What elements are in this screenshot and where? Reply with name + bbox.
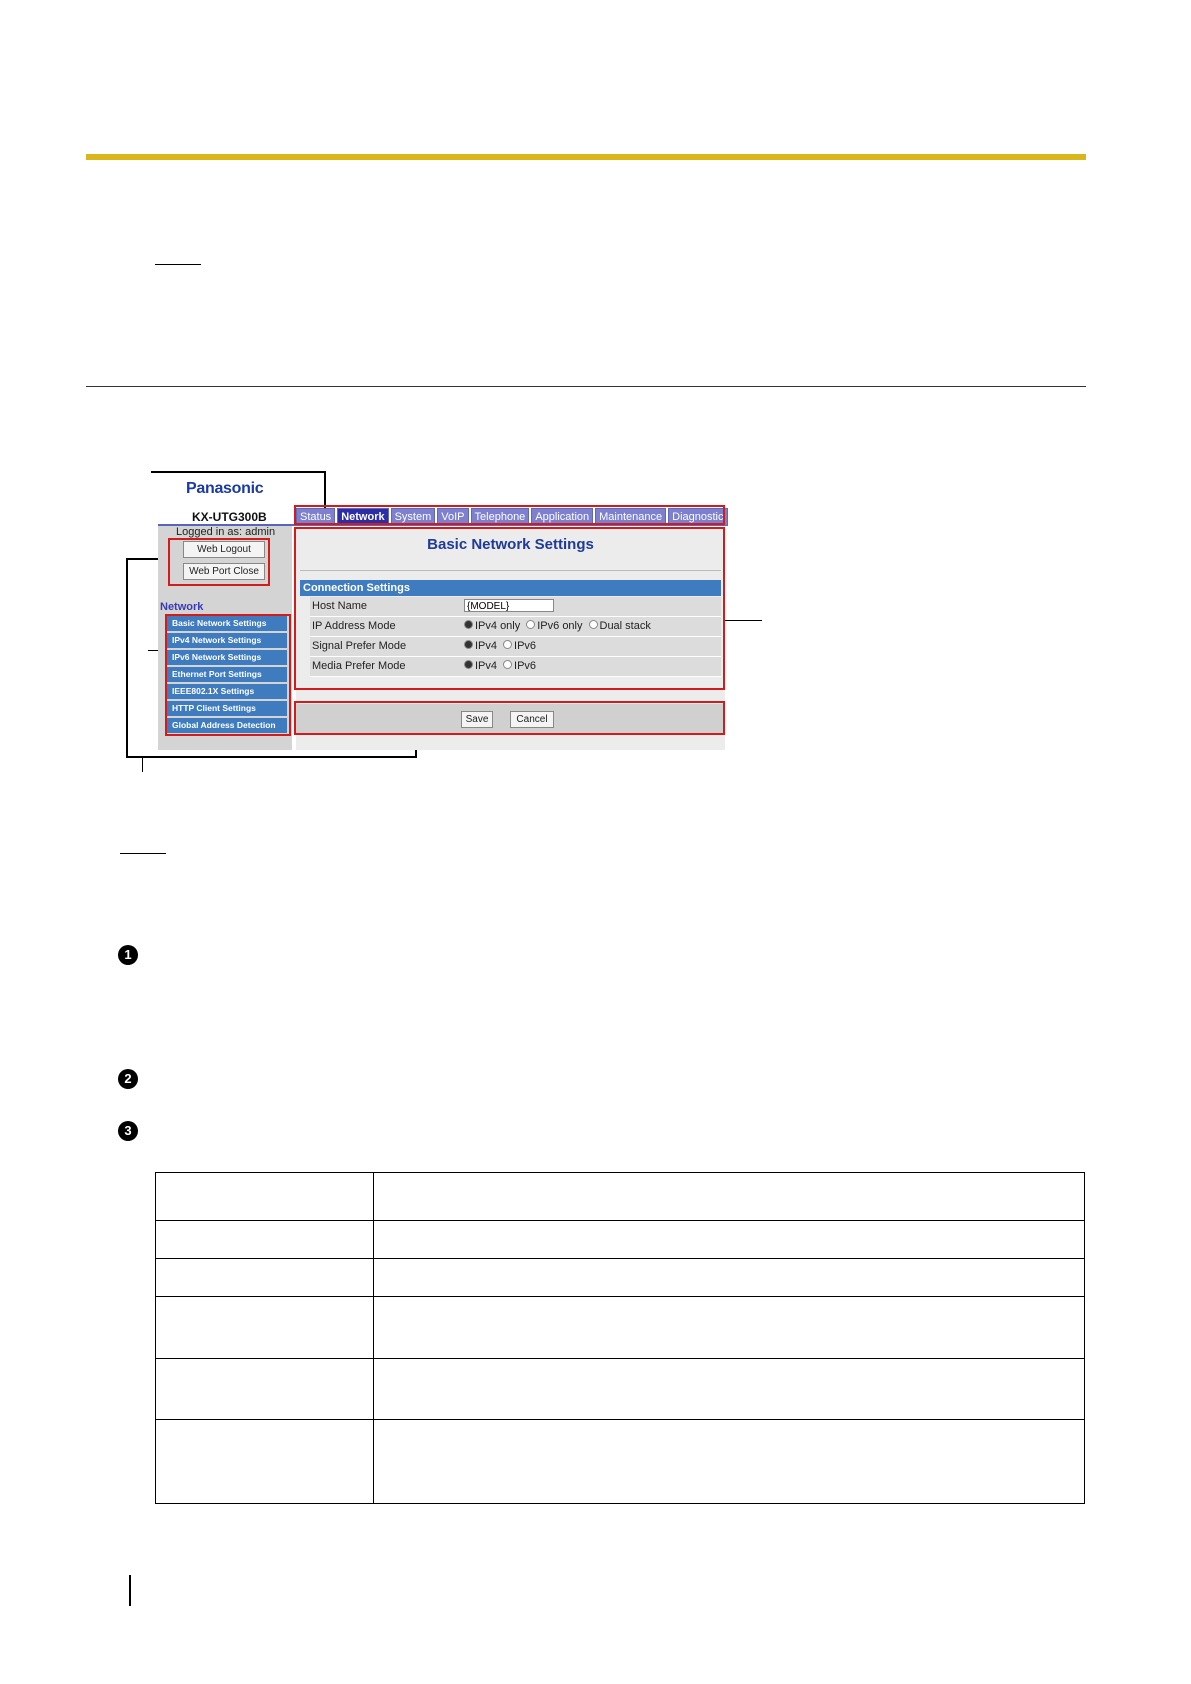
highlight-main-area (294, 527, 725, 690)
sidebar-item-global-address[interactable]: Global Address Detection (167, 718, 287, 733)
callout-line-bracket-v (126, 558, 128, 758)
tab-system[interactable]: System (391, 508, 436, 526)
signal-ipv4-radio[interactable]: IPv4 (464, 640, 497, 652)
media-ipv4-radio[interactable]: IPv4 (464, 660, 497, 672)
sidebar-section-title: Network (160, 601, 204, 613)
callout-line-bracket-bottom (126, 756, 417, 758)
tab-maintenance[interactable]: Maintenance (595, 508, 666, 526)
note-underline-1 (155, 264, 201, 265)
web-ui-screenshot (158, 470, 725, 750)
host-name-input[interactable]: {MODEL} (464, 599, 554, 612)
note-underline-2 (120, 853, 166, 854)
media-prefer-mode-label: Media Prefer Mode (312, 660, 406, 672)
header-rule (86, 154, 1086, 160)
connection-settings-header: Connection Settings (300, 580, 721, 596)
table-row (156, 1420, 1085, 1504)
sidebar-item-ipv6-network[interactable]: IPv6 Network Settings (167, 650, 287, 665)
ipv6-only-radio[interactable]: IPv6 only (526, 620, 582, 632)
signal-ipv6-radio[interactable]: IPv6 (503, 640, 536, 652)
table-row (156, 1221, 1085, 1259)
highlight-tab-bar (294, 505, 725, 525)
cancel-button[interactable]: Cancel (510, 711, 554, 728)
panasonic-logo: Panasonic (186, 480, 264, 497)
dual-stack-radio[interactable]: Dual stack (589, 620, 651, 632)
web-port-close-button[interactable]: Web Port Close (183, 563, 265, 580)
web-logout-button[interactable]: Web Logout (183, 541, 265, 558)
sidebar-item-ipv4-network[interactable]: IPv4 Network Settings (167, 633, 287, 648)
section-rule (86, 386, 1086, 387)
ipv4-only-radio[interactable]: IPv4 only (464, 620, 520, 632)
tab-telephone[interactable]: Telephone (471, 508, 530, 526)
highlight-button-bar (294, 701, 725, 735)
marker-2: 2 (118, 1069, 138, 1089)
table-row (156, 1173, 1085, 1221)
marker-1: 1 (118, 945, 138, 965)
highlight-sidebar-menu (165, 614, 291, 736)
signal-prefer-mode-label: Signal Prefer Mode (312, 640, 407, 652)
tab-voip[interactable]: VoIP (437, 508, 468, 526)
tab-status[interactable]: Status (296, 508, 335, 526)
sidebar-item-ethernet-port[interactable]: Ethernet Port Settings (167, 667, 287, 682)
marker-3: 3 (118, 1121, 138, 1141)
media-ipv6-radio[interactable]: IPv6 (503, 660, 536, 672)
highlight-logout-buttons (168, 538, 270, 586)
tab-diagnostic[interactable]: Diagnostic (668, 508, 727, 526)
ip-address-mode-label: IP Address Mode (312, 620, 396, 632)
sidebar-item-ieee8021x[interactable]: IEEE802.1X Settings (167, 684, 287, 699)
table-row (156, 1259, 1085, 1297)
sidebar-item-basic-network[interactable]: Basic Network Settings (167, 616, 287, 631)
table-row (156, 1297, 1085, 1359)
login-status: Logged in as: admin (176, 526, 276, 538)
save-button[interactable]: Save (461, 711, 493, 728)
model-name: KX-UTG300B (192, 510, 267, 524)
page-number-bar (129, 1575, 131, 1606)
tab-application[interactable]: Application (531, 508, 593, 526)
table-row (156, 1359, 1085, 1420)
host-name-label: Host Name (312, 600, 368, 612)
callout-line-tail (142, 758, 143, 772)
sidebar-item-http-client[interactable]: HTTP Client Settings (167, 701, 287, 716)
tab-network[interactable]: Network (337, 508, 388, 526)
page-title: Basic Network Settings (427, 536, 594, 553)
description-table (155, 1172, 1085, 1504)
